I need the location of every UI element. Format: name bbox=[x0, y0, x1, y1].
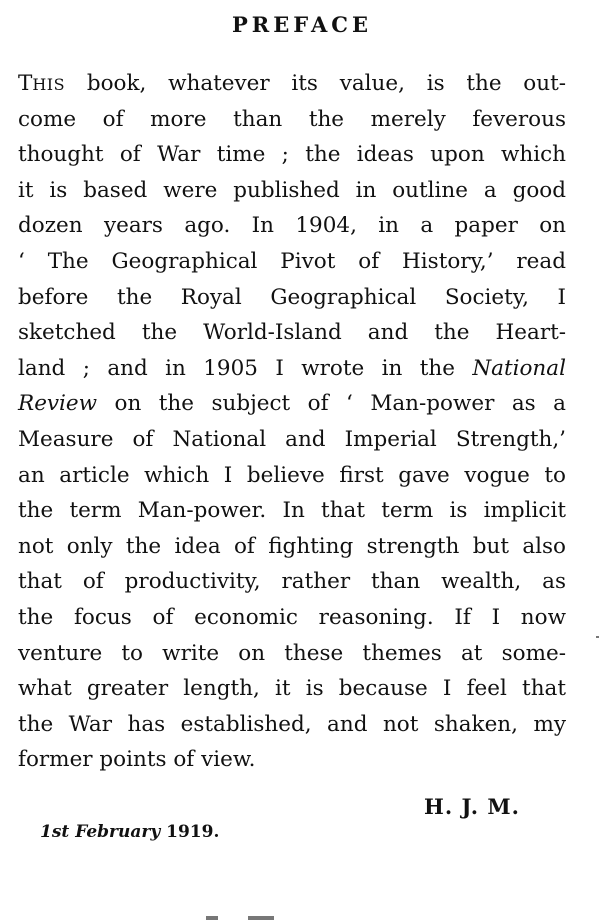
text-line-10 bbox=[18, 386, 566, 422]
text-line-3: thought of War time ; the ideas upon which bbox=[18, 142, 566, 168]
italic-national: National bbox=[472, 355, 566, 381]
author-initials: H. J. M. bbox=[424, 794, 520, 819]
date-day: 1st bbox=[40, 822, 70, 842]
text-line-12: an article which I believe first gave vogue to bbox=[18, 462, 566, 488]
text-line-8: sketched the World-Island and the Heart- bbox=[18, 320, 566, 346]
text-line-11: Measure of National and Imperial Strength,’ bbox=[18, 426, 566, 452]
text-line-13: the term Man-power. In that term is implicit bbox=[18, 498, 566, 524]
text-line-15: that of productivity, rather than wealth, as bbox=[18, 569, 566, 595]
text-line-9 bbox=[18, 351, 566, 387]
date-month: February bbox=[75, 822, 161, 842]
scan-fragment bbox=[206, 916, 218, 920]
drop-word-cap: T bbox=[18, 71, 33, 96]
text-line-17: venture to write on these themes at some- bbox=[18, 640, 566, 666]
preface-paragraph bbox=[18, 66, 566, 778]
page-title: PREFACE bbox=[232, 12, 372, 37]
text-line-16: the focus of economic reasoning. If I now bbox=[18, 604, 566, 630]
line-text: book, whatever its value, is the out- bbox=[65, 71, 566, 96]
text-line-14: not only the idea of fighting strength but also bbox=[18, 533, 566, 559]
italic-review: Review bbox=[18, 391, 98, 417]
scan-speck bbox=[596, 636, 599, 638]
preface-date bbox=[40, 822, 219, 842]
text-line-18: what greater length, it is because I feel that bbox=[18, 676, 566, 702]
scan-fragment bbox=[248, 916, 274, 920]
drop-word-rest: HIS bbox=[32, 75, 66, 94]
text-line-20: former points of view. bbox=[18, 747, 256, 773]
text-line-5: dozen years ago. In 1904, in a paper on bbox=[18, 213, 566, 239]
text-line-6: ‘ The Geographical Pivot of History,’ read bbox=[18, 248, 566, 274]
text-line-4: it is based were published in outline a good bbox=[18, 177, 566, 203]
text-line-2: come of more than the merely feverous bbox=[18, 106, 566, 132]
line-text: on the subject of ‘ Man-power as a bbox=[114, 391, 566, 417]
line-text: land ; and in 1905 I wrote in the bbox=[18, 355, 455, 381]
text-line-1 bbox=[18, 66, 566, 102]
date-year: 1919. bbox=[166, 822, 220, 842]
text-line-19: the War has established, and not shaken, my bbox=[18, 711, 566, 737]
text-line-7: before the Royal Geographical Society, I bbox=[18, 284, 566, 310]
